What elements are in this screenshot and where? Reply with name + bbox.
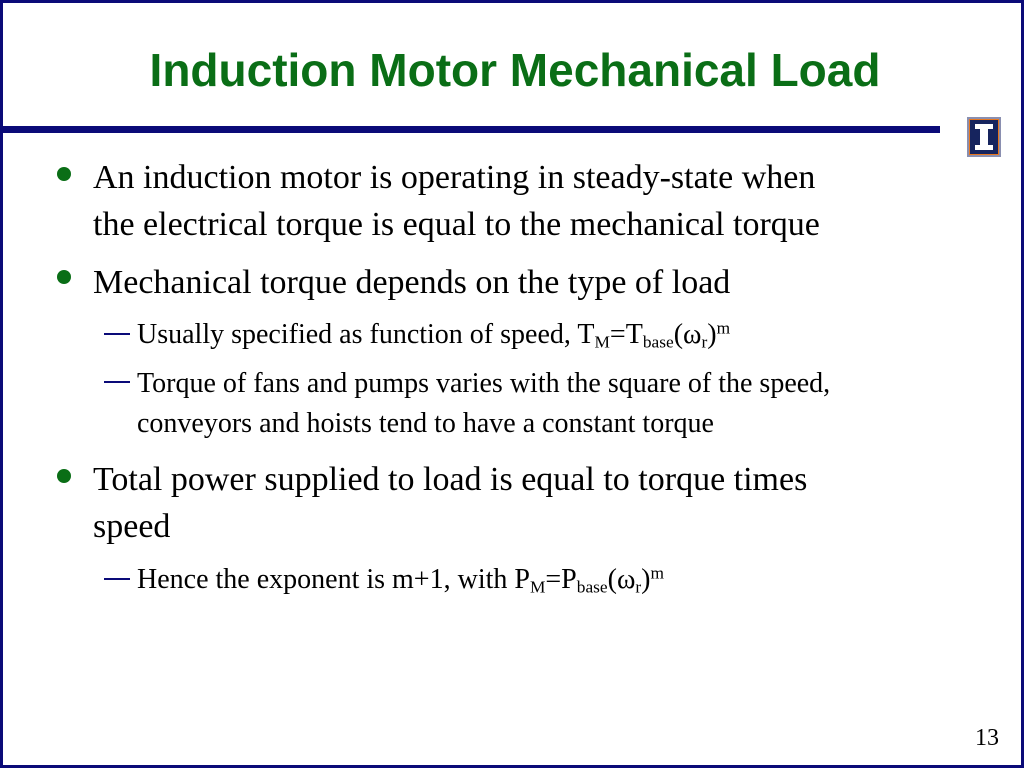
bullet-3-line-2: speed [93,508,171,545]
bullet-marker [57,469,71,483]
formula-subscript-r: r [635,577,642,597]
formula-exponent: m [650,563,665,583]
formula-subscript-base: base [642,332,674,352]
formula-exponent: m [716,318,731,338]
formula-subscript-m: M [529,577,546,597]
formula-subscript-r: r [701,332,708,352]
slide-title: Induction Motor Mechanical Load [149,44,881,96]
formula-prefix: Usually specified as function of speed, T [137,319,595,350]
formula-open: (ω [607,564,636,595]
sub-bullet-2-line-2: conveyors and hoists tend to have a constant torque [137,408,714,439]
slide-body [3,3,1024,768]
bullet-marker [57,270,71,284]
formula-subscript-m: M [594,332,610,352]
formula-close: ) [707,319,717,350]
sub-bullet-marker [104,578,130,580]
sub-bullet-power-formula [137,560,664,600]
sub-bullet-marker [104,381,130,383]
formula-close: ) [641,564,651,595]
sub-bullet-torque-formula [137,315,730,355]
bullet-2-line-1: Mechanical torque depends on the type of load [93,264,731,301]
bullet-1-line-1: An induction motor is operating in steady-state when [93,159,816,196]
formula-equals: =T [609,319,643,350]
bullet-1-line-2: the electrical torque is equal to the mechanical torque [93,206,820,243]
formula-open: (ω [673,319,702,350]
formula-subscript-base: base [576,577,608,597]
sub-bullet-marker [104,333,130,335]
page-number: 13 [975,725,999,751]
sub-bullet-2-line-1: Torque of fans and pumps varies with the square of the speed, [137,368,831,399]
formula-equals: =P [545,564,577,595]
bullet-marker [57,167,71,181]
formula-prefix: Hence the exponent is m+1, with P [137,564,530,595]
bullet-3-line-1: Total power supplied to load is equal to torque times [93,461,808,498]
